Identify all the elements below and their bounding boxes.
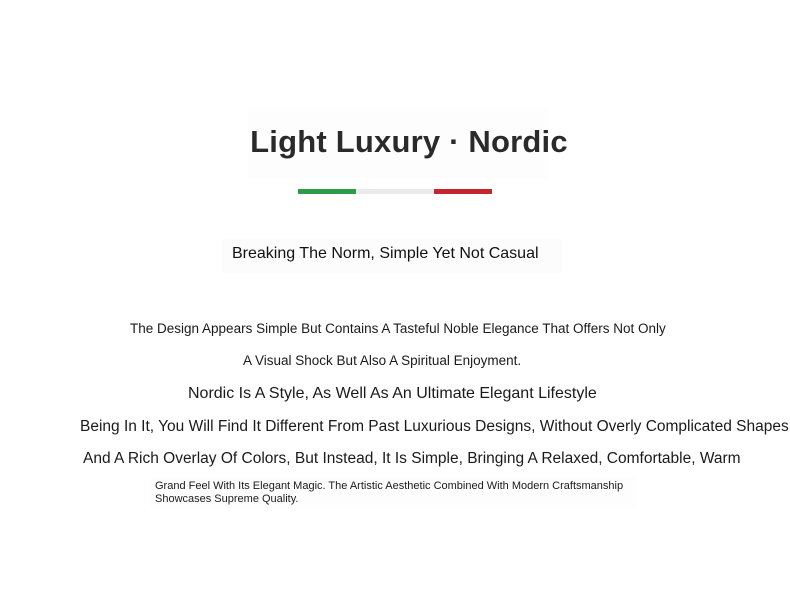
divider-green-segment	[298, 189, 356, 194]
body-line-5: And A Rich Overlay Of Colors, But Instead, It Is Simple, Bringing A Relaxed, Comfortable, Warm	[83, 450, 741, 467]
body-line-2: A Visual Shock But Also A Spiritual Enjoyment.	[243, 353, 522, 368]
body-line-3: Nordic Is A Style, As Well As An Ultimate Elegant Lifestyle	[188, 385, 597, 402]
subtitle: Breaking The Norm, Simple Yet Not Casual	[232, 245, 539, 262]
body-line-4: Being In It, You Will Find It Different From Past Luxurious Designs, Without Overly Complicated Shapes	[80, 418, 789, 435]
divider-red-segment	[434, 189, 492, 194]
body-fine-print: Grand Feel With Its Elegant Magic. The Artistic Aesthetic Combined With Modern Craftsmanship Showcases Supreme Quality.	[155, 480, 624, 505]
page-title: Light Luxury · Nordic	[250, 124, 568, 159]
body-line-1: The Design Appears Simple But Contains A Tasteful Noble Elegance That Offers Not Only	[130, 321, 666, 336]
tricolor-divider	[298, 189, 492, 194]
divider-white-segment	[356, 189, 434, 194]
